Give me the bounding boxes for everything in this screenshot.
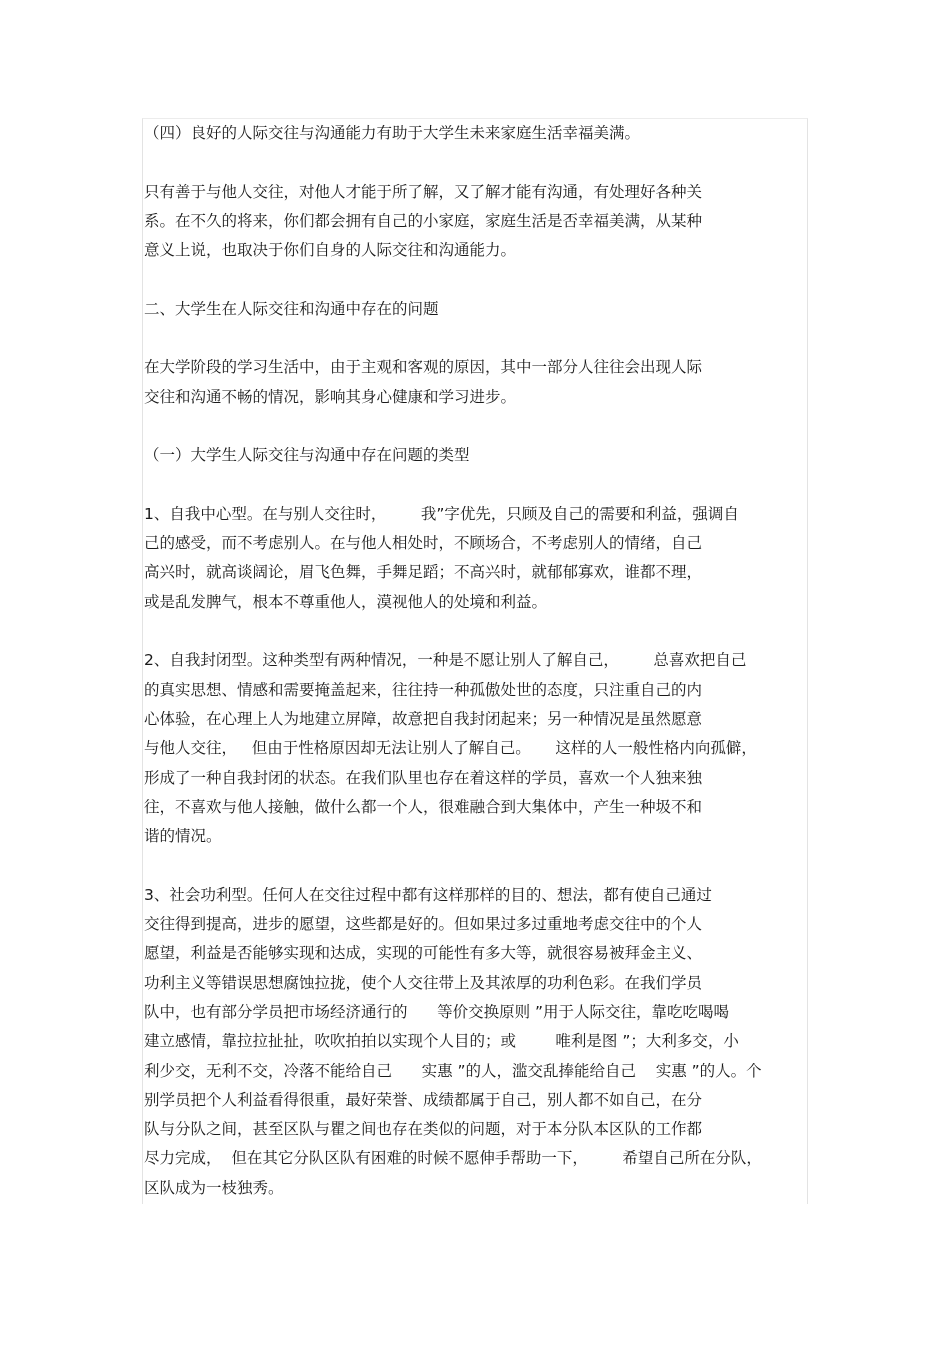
text-line: 区队成为一枝独秀。 (144, 1178, 284, 1197)
text-line: 功利主义等错误思想腐蚀拉拢，使个人交往带上及其浓厚的功利色彩。在我们学员 (144, 973, 703, 992)
text-line: 高兴时，就高谈阔论，眉飞色舞，手舞足蹈；不高兴时，就郁郁寡欢，谁都不理， (144, 563, 703, 582)
text-line: 系。在不久的将来，你们都会拥有自己的小家庭，家庭生活是否幸福美满，从某种 (144, 211, 703, 230)
text-line: 的真实思想、情感和需要掩盖起来，往往持一种孤傲处世的态度，只注重自己的内 (144, 680, 703, 699)
text-line: 队中，也有部分学员把市场经济通行的 等价交换原则 ”用于人际交往，靠吃吃喝喝 (144, 1002, 730, 1021)
text-line: 意义上说，也取决于你们自身的人际交往和沟通能力。 (144, 241, 517, 260)
text-line: 或是乱发脾气，根本不尊重他人，漠视他人的处境和利益。 (144, 592, 548, 611)
text-line: 形成了一种自我封闭的状态。在我们队里也存在着这样的学员，喜欢一个人独来独 (144, 768, 703, 787)
text-line: 队与分队之间，甚至区队与瞿之间也存在类似的问题，对于本分队本区队的工作都 (144, 1120, 703, 1139)
text-line: 己的感受，而不考虑别人。在与他人相处时，不顾场合，不考虑别人的情绪，自己 (144, 534, 703, 553)
paragraph-communication (144, 178, 814, 266)
text-line: 往，不喜欢与他人接触，做什么都一个人，很难融合到大集体中，产生一种圾不和 (144, 797, 703, 816)
paragraph-family-happiness (144, 119, 814, 148)
paragraph-intro (144, 353, 814, 412)
section-heading-2: 二、大学生在人际交往和沟通中存在的问题 (144, 299, 439, 318)
paragraph-subsection-1-heading (144, 441, 814, 470)
text-line: 愿望，利益是否能够实现和达成，实现的可能性有多大等，就很容易被拜金主义、 (144, 944, 703, 963)
text-line: 1、自我中心型。在与别人交往时， 我”字优先，只顾及自己的需要和利益，强调自 (144, 504, 739, 523)
text-line: 利少交，无利不交，冷落不能给自己 实惠 ”的人，滥交乱捧能给自己 实惠 ”的人。个 (144, 1061, 762, 1080)
text-line: 心体验，在心理上人为地建立屏障，故意把自我封闭起来；另一种情况是虽然愿意 (144, 709, 703, 728)
text-line: 别学员把个人利益看得很重，最好荣誉、成绩都属于自己，别人都不如自己，在分 (144, 1090, 703, 1109)
text-line: 3、社会功利型。任何人在交往过程中都有这样那样的目的、想法，都有使自己通过 (144, 885, 712, 904)
subsection-heading-1: （一）大学生人际交往与沟通中存在问题的类型 (144, 446, 470, 465)
text-line: 交往和沟通不畅的情况，影响其身心健康和学习进步。 (144, 387, 517, 406)
text-line: 尽力完成， 但在其它分队区队有困难的时候不愿伸手帮助一下， 希望自己所在分队， (144, 1149, 762, 1168)
text-line: 与他人交往， 但由于性格原因却无法让别人了解自己。 这样的人一般性格内向孤僻， (144, 739, 757, 758)
text-line: 交往得到提高，进步的愿望，这些都是好的。但如果过多过重地考虑交往中的个人 (144, 915, 703, 934)
text-line: 谐的情况。 (144, 827, 222, 846)
text-line: 2、自我封闭型。这种类型有两种情况，一种是不愿让别人了解自己， 总喜欢把自己 (144, 651, 747, 670)
document-body (144, 119, 814, 1203)
paragraph-self-closed (144, 646, 814, 851)
text-line: 建立感情，靠拉拉扯扯，吹吹拍拍以实现个人目的；或 唯利是图 ”；大利多交，小 (144, 1032, 739, 1051)
paragraph-self-centered (144, 500, 814, 617)
paragraph-utilitarian (144, 881, 814, 1203)
text-line: 只有善于与他人交往，对他人才能于所了解，又了解才能有沟通，有处理好各种关 (144, 182, 703, 201)
paragraph-section-2-heading (144, 295, 814, 324)
section-heading-4: （四）良好的人际交往与沟通能力有助于大学生未来家庭生活幸福美满。 (144, 124, 641, 142)
text-line: 在大学阶段的学习生活中，由于主观和客观的原因，其中一部分人往往会出现人际 (144, 358, 703, 377)
